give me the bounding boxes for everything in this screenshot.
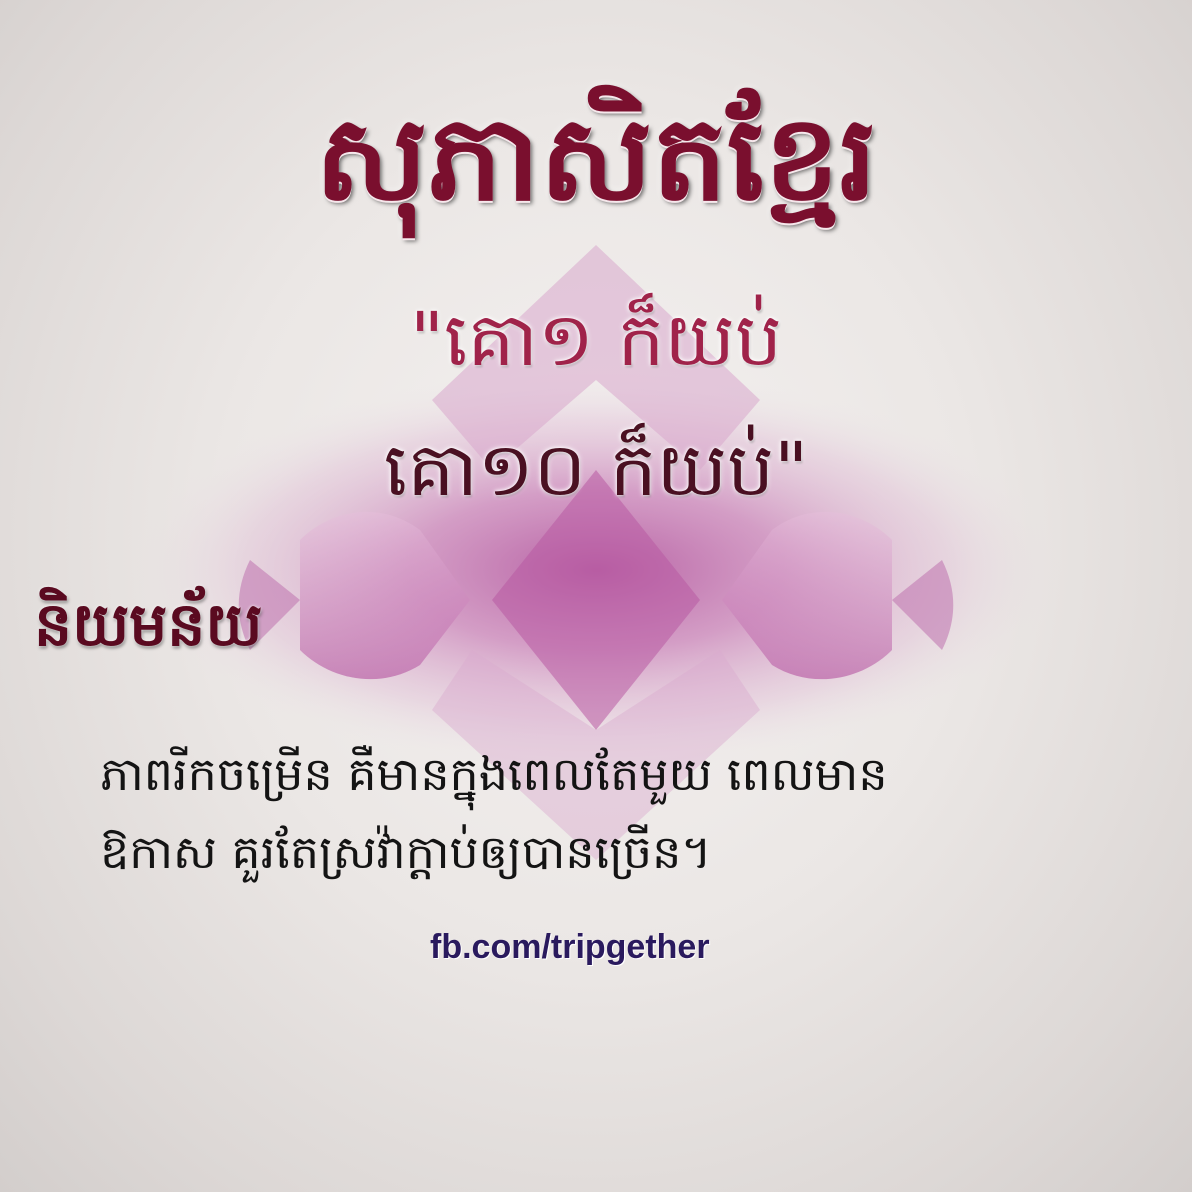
meaning-label: និយមន័យ xyxy=(34,590,263,660)
meaning-line-2: ឱកាស គួរតែស្រវ៉ាក្ដាប់ឲ្យបានច្រើន។ xyxy=(100,825,712,879)
source-link[interactable]: fb.com/tripgether xyxy=(430,928,710,966)
poster-title: សុភាសិតខ្មែរ xyxy=(315,89,877,227)
meaning-line-1: ភាពរីកចម្រើន គឺមានក្នុងពេលតែមួយ ពេលមាន xyxy=(100,747,888,801)
proverb-line-1: "គោ១ ក៏យប់ xyxy=(410,297,782,383)
meaning-text xyxy=(100,735,1100,891)
proverb-line-2: គោ១០ ក៏យប់" xyxy=(383,427,809,513)
